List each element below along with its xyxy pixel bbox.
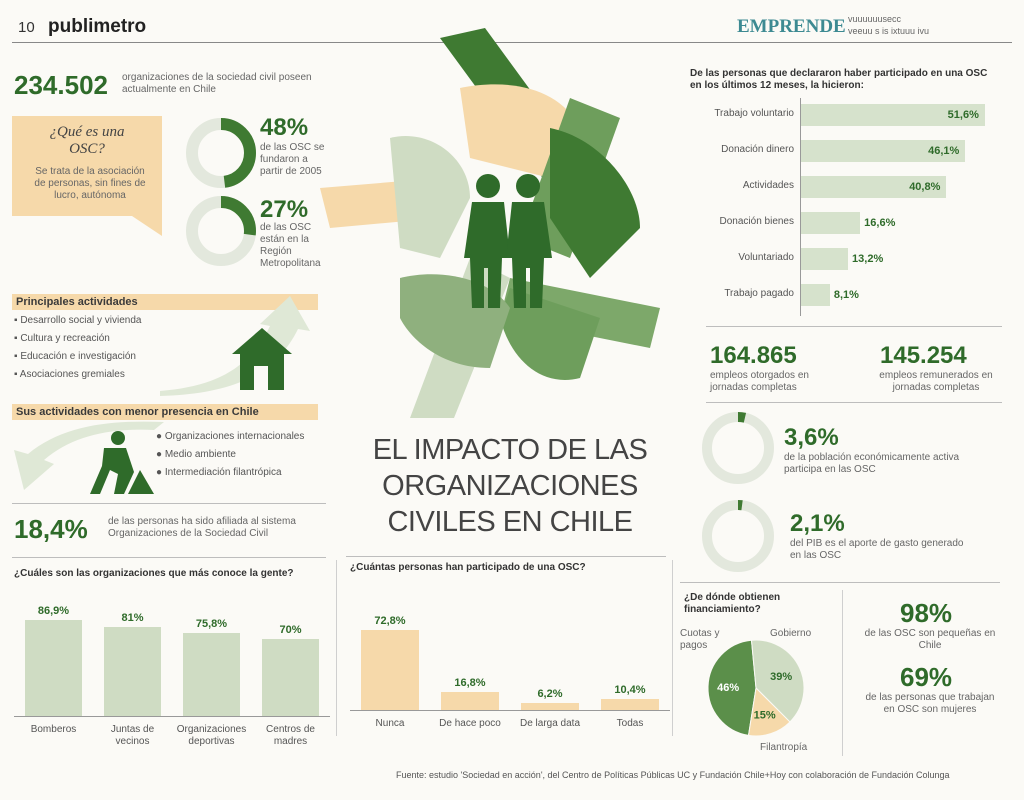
osc-question-box — [12, 116, 164, 246]
stat-164865: 164.865 — [710, 342, 797, 369]
chart2-title: ¿Cuántas personas han participado de una OSC? — [350, 562, 586, 573]
chart-category-label: Organizaciones deportivas — [176, 724, 247, 747]
hands-people-illustration — [320, 18, 680, 418]
divider-vertical — [336, 560, 337, 736]
brand-logo: publimetro — [48, 16, 147, 37]
footer-source: Fuente: estudio 'Sociedad en acción', del Centro de Políticas Públicas UC y Fundación Chile+Hoy con colaboración de Fundación Colunga — [396, 770, 950, 780]
section-sub-2: veeuu s is ixtuuu ivu — [848, 26, 930, 36]
divider — [346, 556, 666, 557]
pie-label-gobierno: Gobierno — [770, 628, 812, 639]
chart-bar — [262, 639, 319, 716]
donut-3-6 — [700, 410, 776, 486]
main-title-line-2: ORGANIZACIONES — [382, 470, 638, 502]
chart-category-label: Centros de madres — [266, 724, 315, 747]
hchart-bar — [801, 140, 965, 162]
chart-bar — [183, 633, 240, 716]
chart-value-label: 72,8% — [374, 614, 406, 627]
pie-value-label: 46% — [717, 682, 740, 695]
hchart-bar — [801, 104, 985, 126]
hchart-value-label: 46,1% — [928, 145, 960, 157]
hchart-category-label: Donación bienes — [719, 216, 794, 227]
hchart-bar — [801, 176, 946, 198]
divider — [680, 582, 1000, 583]
divider — [12, 557, 326, 558]
stat-18-4-text: de las personas ha sido afiliada al sistema Organizaciones de la Sociedad Civil — [108, 516, 296, 539]
stat-234502-text: organizaciones de la sociedad civil poseen actualmente en Chile — [122, 72, 312, 95]
list-item: ▪ Cultura y recreación — [14, 333, 110, 344]
osc-question-title: ¿Qué es una OSC? — [49, 124, 125, 157]
hchart-category-label: Voluntariado — [738, 252, 794, 263]
hchart-value-label: 16,6% — [864, 217, 896, 229]
hchart-bar — [801, 248, 884, 270]
stat-145254-text: empleos remunerados en jornadas completas — [879, 370, 993, 393]
chart-value-label: 16,8% — [454, 676, 486, 689]
chart-value-label: 10,4% — [614, 683, 646, 696]
main-title-line-3: CIVILES EN CHILE — [387, 506, 633, 538]
chart-bar — [441, 692, 499, 710]
divider-vertical — [842, 590, 843, 756]
pie-chart — [706, 638, 806, 738]
osc-question-text: Se trata de la asociación de personas, sin fines de lucro, autónoma — [34, 166, 146, 201]
stat-2-1-text: del PIB es el aporte de gasto generado en las OSC — [790, 538, 964, 561]
chart-baseline — [350, 710, 670, 711]
chart-category-label: Bomberos — [30, 724, 77, 735]
hchart-category-label: Trabajo voluntario — [714, 108, 794, 119]
list-item: ▪ Asociaciones gremiales — [14, 369, 125, 380]
chart-value-label: 6,2% — [537, 688, 563, 701]
hchart-category-label: Actividades — [742, 180, 794, 191]
chart-value-label: 81% — [121, 611, 144, 624]
donut-2-1 — [700, 498, 776, 574]
stat-69: 69% — [900, 662, 953, 692]
chart-bar — [104, 627, 161, 716]
chart-bar — [25, 620, 82, 716]
divider — [706, 402, 1002, 403]
chart-category-label: De hace poco — [439, 718, 501, 729]
hchart-plot-area — [800, 98, 1011, 316]
list-item: ● Medio ambiente — [156, 449, 236, 460]
chart-category-label: Nunca — [375, 718, 405, 729]
divider-vertical — [672, 560, 673, 736]
pie-value-label: 39% — [770, 671, 793, 684]
chart-category-label: Juntas de vecinos — [110, 724, 155, 747]
pie-title: ¿De dónde obtienen financiamiento? — [684, 592, 781, 615]
donut-48 — [184, 116, 258, 190]
chart-value-label: 75,8% — [195, 617, 228, 630]
hchart-value-label: 13,2% — [852, 253, 884, 265]
section-title: EMPRENDE — [737, 16, 846, 37]
chart-bar — [521, 703, 579, 710]
stat-18-4: 18,4% — [14, 514, 88, 544]
stat-69-text: de las personas que trabajan en OSC son mujeres — [865, 692, 995, 715]
chart-bar — [601, 699, 659, 710]
stat-3-6-text: de la población económicamente activa participa en las OSC — [784, 452, 960, 475]
stat-2-1: 2,1% — [790, 510, 845, 537]
hchart-value-label: 40,8% — [909, 181, 941, 193]
hchart-title: De las personas que declararon haber participado en una OSC en los últimos 12 meses, la hicieron: — [690, 68, 988, 91]
main-title-line-1: EL IMPACTO DE LAS — [372, 434, 648, 466]
chart-bar — [361, 630, 419, 710]
chart-category-label: De larga data — [519, 718, 581, 729]
divider — [706, 326, 1002, 327]
stat-48: 48% — [260, 114, 309, 141]
hchart-category-label: Trabajo pagado — [724, 288, 794, 299]
chart1-title: ¿Cuáles son las organizaciones que más conoce la gente? — [14, 568, 294, 579]
hchart-category-label: Donación dinero — [721, 144, 794, 155]
list-item: ● Intermediación filantrópica — [156, 467, 282, 478]
stat-48-text: de las OSC se fundaron a partir de 2005 — [260, 142, 325, 177]
stat-3-6: 3,6% — [784, 424, 839, 451]
stat-27-text: de las OSC están en la Región Metropolitana — [260, 222, 321, 269]
page-number: 10 — [18, 19, 35, 36]
chart-category-label: Todas — [616, 718, 644, 729]
donut-27 — [184, 194, 258, 268]
arrow-up-house-icon — [160, 286, 310, 396]
list-item: ● Organizaciones internacionales — [156, 431, 305, 442]
less-presence-title: Sus actividades con menor presencia en Chile — [12, 404, 318, 420]
chart1-plot — [14, 588, 330, 747]
stat-164865-text: empleos otorgados en jornadas completas — [710, 370, 809, 393]
arrow-down-worker-icon — [14, 420, 164, 500]
section-sub-1: vuuuuuusecc — [848, 14, 902, 24]
pie-value-label: 15% — [753, 709, 776, 722]
hchart-value-label: 8,1% — [833, 289, 859, 301]
hchart-bar — [801, 284, 859, 306]
stat-234502: 234.502 — [14, 70, 108, 100]
hchart-bar — [801, 212, 896, 234]
divider — [12, 503, 326, 504]
stat-98-text: de las OSC son pequeñas en Chile — [864, 628, 996, 651]
chart-value-label: 86,9% — [37, 605, 70, 618]
main-title — [340, 432, 680, 540]
list-item: ▪ Desarrollo social y vivienda — [14, 315, 142, 326]
chart-value-label: 70% — [279, 624, 302, 636]
pie-label-cuotas: Cuotas y pagos — [680, 628, 720, 651]
hchart-value-label: 51,6% — [947, 109, 979, 121]
priority-activities-title: Principales actividades — [12, 294, 318, 310]
less-presence-list — [156, 428, 326, 482]
pie-label-filantropia: Filantropía — [760, 742, 808, 753]
chart-baseline — [14, 716, 330, 717]
list-item: ▪ Educación e investigación — [14, 351, 136, 362]
stat-27: 27% — [260, 196, 309, 223]
chart2-plot — [350, 582, 670, 738]
stat-145254: 145.254 — [880, 342, 967, 369]
hchart — [690, 98, 1010, 318]
stat-98: 98% — [900, 598, 953, 628]
